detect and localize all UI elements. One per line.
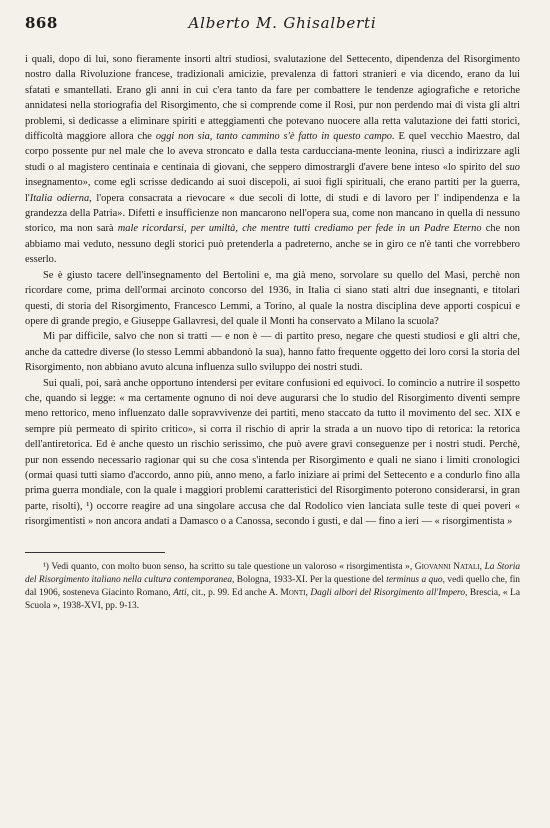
italic-run: La Storia del Risorgimento italiano nella cultura contemporanea xyxy=(25,561,521,585)
text-run: , vedi quello che, fin dal 1906, sosteneva Giacinto Romano, xyxy=(25,574,520,598)
text-run: , cit., p. 99. Ed anche A. xyxy=(186,588,281,598)
text-run: , Bologna, 1933-XI. Per la questione del xyxy=(232,574,387,585)
body-paragraph xyxy=(25,268,520,330)
italic-run: male ricordarsi, per umiltà, che mentre tutti crediamo per fede in un Padre Eterno xyxy=(117,223,482,235)
text-run: ¹) Vedi quanto, con molto buon senso, ha scritto su tale questione un valoroso « risorgimentista », xyxy=(43,561,415,572)
text-run: Mi par difficile, salvo che non si tratti — e non è — di partito preso, negare che questi studiosi e gli altri che, anche da cattedre diverse (lo stesso Lemmi abbandonò la sua), hanno fatto frequente oggetto dei loro corsi la storia del Risorgimento, non abbiano avuto alcuna influenza sullo sviluppo dei nostri studi. xyxy=(25,331,520,374)
small-caps-run: Giovanni Natali xyxy=(414,561,480,572)
text-run: che non abbiamo mai veduto, nessuno degli storici può pretenderla a padreterno, anche se in giro ce n'è tanti che vorrebbero esserlo. xyxy=(25,223,521,266)
text-run: E quel vecchio Maestro, dal corpo possente pur nel male che lo aveva stroncato e dalla testa carducciana-mente leonina, riuscì a indirizzare agli studi o al magistero centinaia e centinaia di giovani, che seppero dimostrargli d'avere bene inteso «lo spirito del xyxy=(25,131,520,173)
page-number: 868 xyxy=(25,14,58,32)
italic-run: terminus a quo xyxy=(386,574,443,585)
body-text xyxy=(25,52,520,530)
body-paragraph xyxy=(25,329,520,375)
text-run: , l'opera consacrata a rievocare « due secoli di lotte, di studi e di lavoro per l' indipendenza e la grandezza della Patria». Difetti e insufficienze non mancarono nell'opera sua, come non mancano in quella di nessuno storico, ma non sarà xyxy=(25,192,520,235)
footnote-divider xyxy=(25,552,165,553)
text-run: , xyxy=(305,588,311,598)
text-run: Sui quali, poi, sarà anche opportuno intendersi per evitare confusioni ed equivoci. Io comincio a nutrire il sospetto che, quando si legge: « ma certamente ognuno di noi deve augurarsi che lo studio del Risorgimento diventi sempre meno rettorico, meno influenzato dalle sopravvivenze dei partiti, meno staccato da tutto il movimento del sec. XIX e sempre più permeato di spirito critico», si corra il rischio di aprir la strada a un nuovo tipo di retorica: la retorica dell'antiretorica. Ed è anche questo un rischio serissimo, che può avere gravi conseguenze per i nostri studi. Perchè, pur non essendo necessario ragionar qui su che cosa s'intenda per Risorgimento e quali ne siano i limiti cronologici (ormai quasi tutti siamo d'accordo, anno più, anno meno, a farlo iniziare ai primi del Settecento e a condurlo fino alla prima guerra mondiale, con la quale i maggiori problemi caratteristici del Risorgimento poterono considerarsi, in gran parte, risolti), ¹) occorre reagire ad una singolare accusa che dal Rodolico vien lanciata sulle teste di quei poveri « risorgimentisti » non ancora andati a Damasco o a Canossa, secondo i gusti, e dal — fino a ieri — « risorgimentista » xyxy=(25,377,520,528)
italic-run: Atti xyxy=(173,588,187,598)
text-run: , Brescia, « La Scuola », 1938-XVI, pp. 9-13. xyxy=(25,588,521,612)
footnote xyxy=(25,561,520,614)
italic-run: suo xyxy=(505,161,520,173)
running-head-author: Alberto M. Ghisalberti xyxy=(188,14,377,32)
small-caps-run: Monti xyxy=(280,588,306,598)
body-paragraph xyxy=(25,376,520,530)
text-run: insegnamento», come egli scrisse dedicando ai suoi discepoli, ai suoi figli spirituali, che erano partiti per la guerra, l' xyxy=(25,177,520,204)
text-run: , xyxy=(479,561,485,572)
italic-run: Italia odierna xyxy=(29,192,90,204)
running-head xyxy=(25,14,520,38)
body-paragraph xyxy=(25,52,520,268)
text-run: Se è giusto tacere dell'insegnamento del Bertolini e, ma già meno, sorvolare su quello del Masi, perchè non ricordare come, prima dell'ormai arcinoto concorso del 1936, in Italia ci siano stati altri due insegnanti, e titolari questi, di storia del Risorgimento, Francesco Lemmi, a Torino, al quale la nostra disciplina deve apporti cospicui e opere di grande pregio, e Giuseppe Gallavresi, del quale il Monti ha conservato a Milano la scuola? xyxy=(25,269,520,327)
italic-run: Dagli albori del Risorgimento all'Impero xyxy=(310,588,466,598)
italic-run: oggi non sia, tanto cammino s'è fatto in questo campo. xyxy=(155,131,395,143)
text-run: i quali, dopo di lui, sono fieramente insorti altri studiosi, svalutazione del Settecento, dipendenza del Risorgimento nostro dalla Rivoluzione francese, tradizionali amicizie, prevalenza di fattori stranieri e via dicendo, erano da lui sfatati e smantellati. Erano gli anni in cui c'era tanto da fare per combattere le tendenze agiografiche e retoriche annidatesi nella storiografia del Risorgimento, che si comprende come il Rosi, pur non perdendo mai di vista gli altri problemi, si dedicasse a eliminare spiriti e atteggiamenti che potevano nuocere alla retta valutazione dei fatti storici, difficoltà maggiore allora che xyxy=(25,54,520,143)
